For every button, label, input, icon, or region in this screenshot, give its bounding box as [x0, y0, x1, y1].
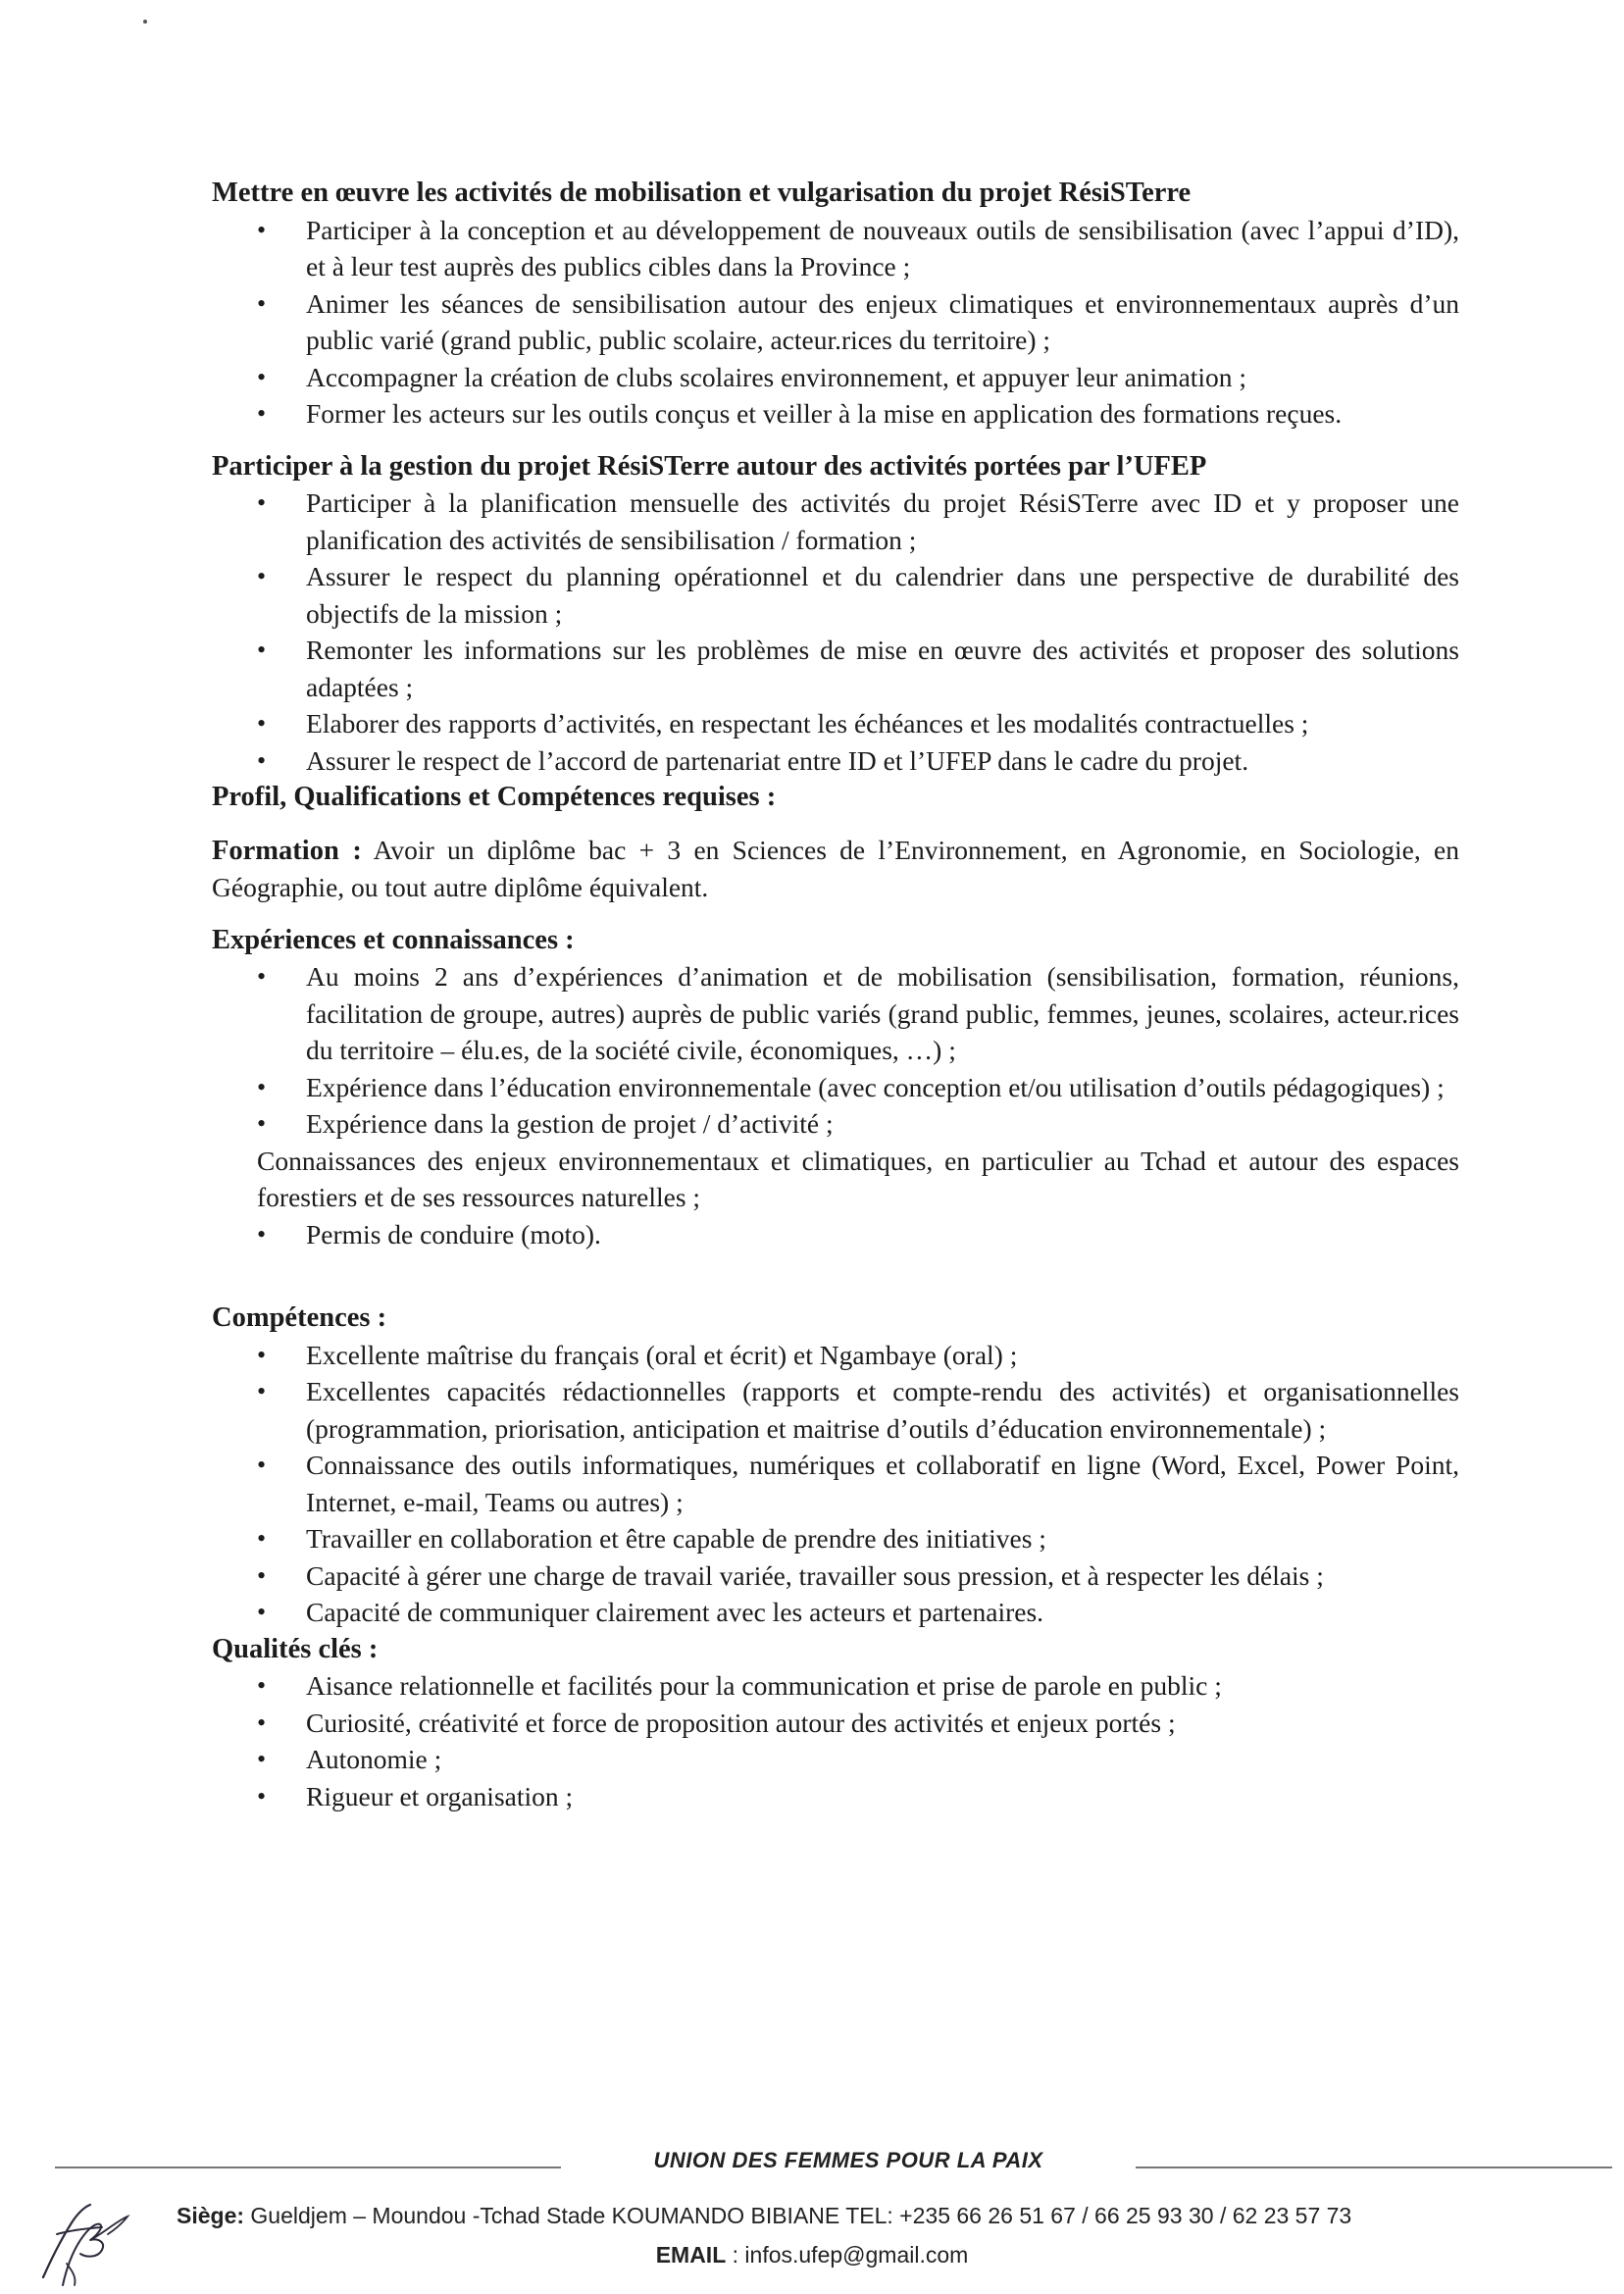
list-item: • Capacité à gérer une charge de travail variée, travailler sous pression, et à respecter les délais ;: [212, 1557, 1459, 1595]
section-title-profil: Profil, Qualifications et Compétences requises :: [212, 782, 777, 812]
section-title-gestion: Participer à la gestion du projet RésiSTerre autour des activités portées par l’UFEP: [212, 450, 1207, 482]
formation-paragraph: [212, 832, 1459, 906]
list-qualites: [212, 1667, 1459, 1814]
footer-address: [177, 2203, 1351, 2229]
footer-email-label: EMAIL: [655, 2242, 727, 2268]
section-title-mobilisation: Mettre en œuvre les activités de mobilisation et vulgarisation du projet RésiSTerre: [212, 178, 1192, 208]
section-title-competences: Compétences :: [212, 1302, 387, 1333]
list-item: • Elaborer des rapports d’activités, en respectant les échéances et les modalités contractuelles ;: [212, 705, 1459, 742]
list-item: • Former les acteurs sur les outils conçus et veiller à la mise en application des formations reçues.: [212, 395, 1459, 433]
footer-divider-right: [1136, 2167, 1612, 2168]
list-item: • Capacité de communiquer clairement avec les acteurs et partenaires.: [212, 1594, 1459, 1631]
list-gestion: [212, 484, 1459, 779]
section-title-qualites: Qualités clés :: [212, 1633, 379, 1664]
list-item: • Aisance relationnelle et facilités pour la communication et prise de parole en public ;: [212, 1667, 1459, 1705]
list-item: • Travailler en collaboration et être capable de prendre des initiatives ;: [212, 1520, 1459, 1557]
list-item: • Animer les séances de sensibilisation autour des enjeux climatiques et environnementaux auprès d’un public varié (grand public, public scolaire, acteur.rices du territoire) ;: [212, 285, 1459, 359]
list-item: • Curiosité, créativité et force de proposition autour des activités et enjeux portés ;: [212, 1705, 1459, 1742]
list-item: • Participer à la conception et au développement de nouveaux outils de sensibilisation (avec l’appui d’ID), et à leur test auprès des publics cibles dans la Province ;: [212, 212, 1459, 285]
footer-siege-label: Siège:: [177, 2203, 245, 2228]
scan-speck: [143, 20, 147, 24]
footer-email: [0, 2242, 1624, 2269]
list-item: • Accompagner la création de clubs scolaires environnement, et appuyer leur animation ;: [212, 359, 1459, 396]
formation-text: Avoir un diplôme bac + 3 en Sciences de l’Environnement, en Agronomie, en Sociologie, en Géographie, ou tout autre diplôme équivalent.: [212, 834, 1459, 902]
experiences-connaissances-text: Connaissances des enjeux environnementaux et climatiques, en particulier au Tchad et autour des espaces forestiers et de ses ressources naturelles ;: [257, 1145, 1459, 1212]
list-item: • Expérience dans la gestion de projet / d’activité ;: [212, 1105, 1459, 1143]
formation-label: Formation :: [212, 835, 362, 866]
list-mobilisation: [212, 212, 1459, 433]
list-item: • Au moins 2 ans d’expériences d’animation et de mobilisation (sensibilisation, formation, réunions, facilitation de groupe, autres) auprès de public variés (grand public, femmes, jeunes, scolaires, acteur.rices du territoire – élu.es, de la société civile, économiques, …) ;: [212, 958, 1459, 1069]
list-item: • Permis de conduire (moto).: [212, 1216, 1459, 1253]
footer-siege-text: Gueldjem – Moundou -Tchad Stade KOUMANDO BIBIANE TEL: +235 66 26 51 67 / 66 25 93 30 / 62 23 57 73: [244, 2203, 1352, 2228]
list-item: • Remonter les informations sur les problèmes de mise en œuvre des activités et proposer des solutions adaptées ;: [212, 632, 1459, 705]
list-item: • Excellentes capacités rédactionnelles (rapports et compte-rendu des activités) et organisationnelles (programmation, priorisation, anticipation et maitrise d’outils d’éducation environnementale) ;: [212, 1373, 1459, 1447]
list-item: • Assurer le respect du planning opérationnel et du calendrier dans une perspective de durabilité des objectifs de la mission ;: [212, 558, 1459, 632]
list-item: • Connaissance des outils informatiques, numériques et collaboratif en ligne (Word, Excel, Power Point, Internet, e-mail, Teams ou autres) ;: [212, 1447, 1459, 1520]
list-item: • Rigueur et organisation ;: [212, 1778, 1459, 1815]
list-item: • Participer à la planification mensuelle des activités du projet RésiSTerre avec ID et y proposer une planification des activités de sensibilisation / formation ;: [212, 484, 1459, 558]
footer-email-text: : infos.ufep@gmail.com: [726, 2242, 969, 2268]
signature-icon: [37, 2195, 135, 2289]
list-item: • Autonomie ;: [212, 1741, 1459, 1778]
list-item: • Expérience dans l’éducation environnementale (avec conception et/ou utilisation d’outils pédagogiques) ;: [212, 1069, 1459, 1106]
list-item: • Assurer le respect de l’accord de partenariat entre ID et l’UFEP dans le cadre du projet.: [212, 742, 1459, 780]
section-title-experiences: Expériences et connaissances :: [212, 924, 575, 955]
document-body: [212, 175, 1459, 1814]
list-competences: [212, 1337, 1459, 1631]
footer-organization-name: UNION DES FEMMES POUR LA PAIX: [653, 2148, 1043, 2172]
list-item: • Excellente maîtrise du français (oral et écrit) et Ngambaye (oral) ;: [212, 1337, 1459, 1374]
list-experiences: [212, 958, 1459, 1143]
list-experiences-after: [212, 1216, 1459, 1253]
footer-divider-left: [55, 2167, 561, 2168]
